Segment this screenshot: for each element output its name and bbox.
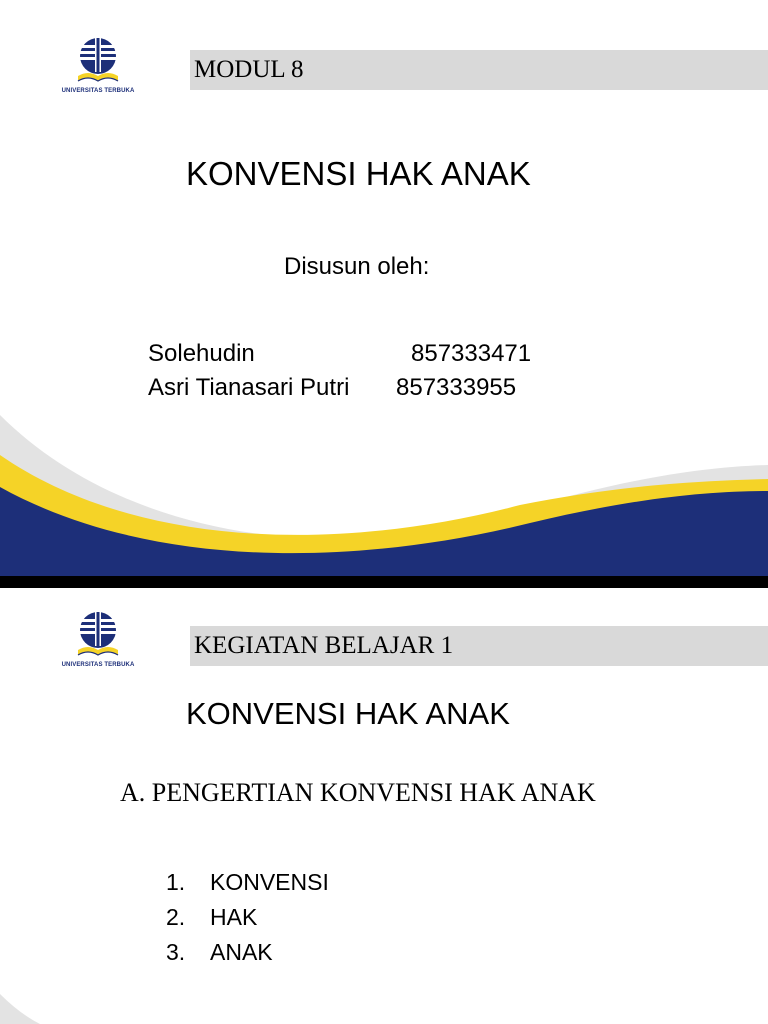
module-label: MODUL 8 <box>194 56 304 83</box>
list-item <box>166 939 273 966</box>
author-name: Asri Tianasari Putri <box>148 374 350 401</box>
activity-banner <box>190 626 768 666</box>
list-text: HAK <box>210 904 258 930</box>
author-nim: 857333955 <box>396 374 517 401</box>
logo-text: UNIVERSITAS TERBUKA <box>61 88 135 94</box>
list-text: KONVENSI <box>210 869 329 895</box>
module-banner <box>190 50 768 90</box>
list-number: 1. <box>166 869 186 895</box>
section-heading: A. PENGERTIAN KONVENSI HAK ANAK <box>120 778 596 807</box>
list-number: 2. <box>166 904 186 930</box>
activity-label: KEGIATAN BELAJAR 1 <box>194 632 454 659</box>
university-logo <box>56 608 140 678</box>
university-logo <box>56 34 140 104</box>
universitas-terbuka-logo-icon <box>56 608 140 664</box>
list-text: ANAK <box>210 939 273 965</box>
list-item <box>166 904 257 931</box>
universitas-terbuka-logo-icon <box>56 34 140 90</box>
list-item <box>166 869 329 896</box>
slide-title: KONVENSI HAK ANAK <box>186 696 510 731</box>
slide-title: KONVENSI HAK ANAK <box>186 155 531 192</box>
author-nim: 857333471 <box>411 340 532 367</box>
author-heading: Disusun oleh: <box>284 253 430 280</box>
author-name: Solehudin <box>148 340 255 367</box>
logo-text: UNIVERSITAS TERBUKA <box>61 662 135 668</box>
slide-2 <box>0 588 768 1024</box>
decorative-corner <box>0 984 40 1024</box>
decorative-swoosh <box>0 395 768 576</box>
list-number: 3. <box>166 939 186 965</box>
